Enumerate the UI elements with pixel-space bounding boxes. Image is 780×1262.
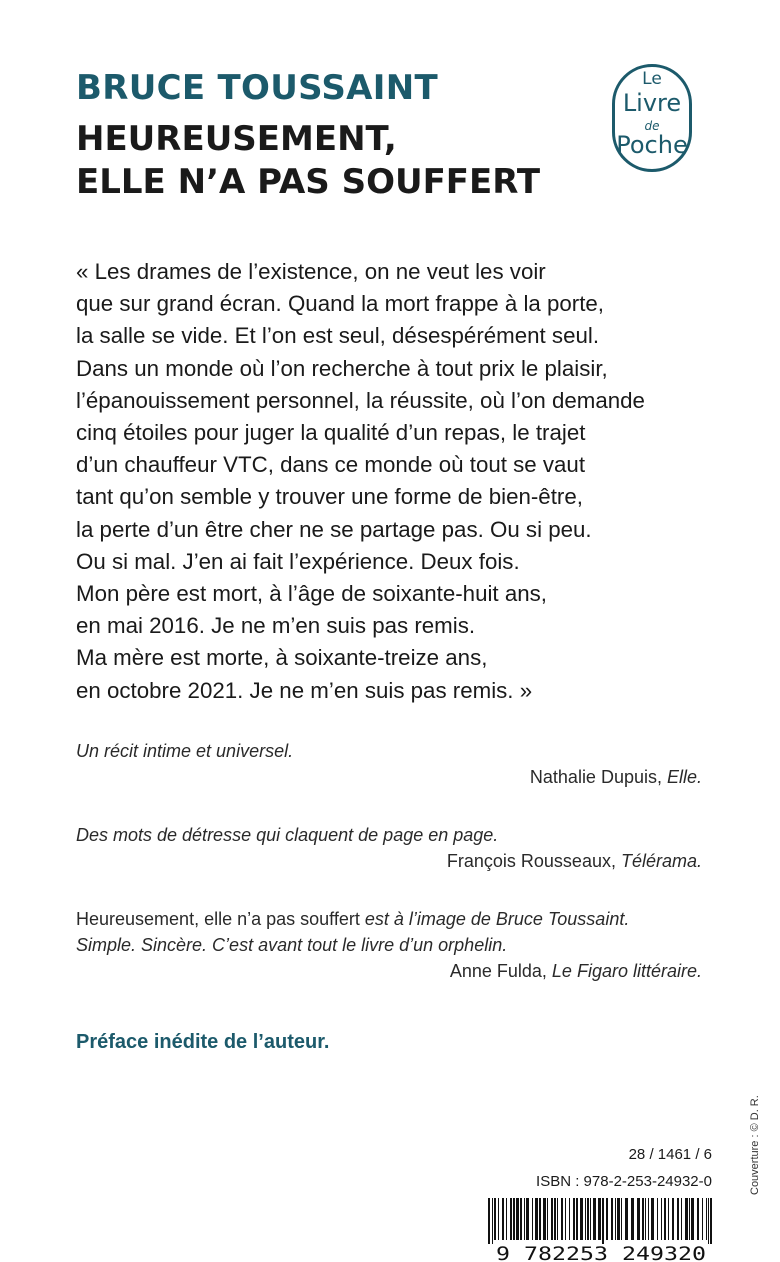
barcode-bar [681,1198,682,1240]
quote-line: d’un chauffeur VTC, dans ce monde où tout se vaut [76,452,586,478]
barcode-bar [697,1198,699,1240]
barcode-bar [664,1198,666,1240]
barcode-bar [513,1198,515,1240]
barcode-bar [492,1198,493,1244]
logo-text-de: de [644,119,660,133]
quote-line: cinq étoiles pour juger la qualité d’un repas, le trajet [76,420,586,446]
barcode-bar [551,1198,553,1240]
barcode-bar [587,1198,589,1240]
barcode-bar [602,1198,604,1244]
barcode-bar [573,1198,575,1240]
review-author: François Rousseaux, [446,851,621,871]
review-text [76,906,702,932]
review-author: Anne Fulda, [449,961,552,981]
quote-line: en octobre 2021. Je ne m’en suis pas remis. » [76,677,533,703]
cover-credit-text: Couverture : © D. R. [749,1095,761,1195]
barcode-bar [631,1198,634,1240]
barcode-bar [580,1198,583,1240]
barcode-bar [672,1198,674,1240]
barcode-bar [706,1198,707,1240]
review-source: Le Figaro littéraire. [551,961,702,981]
barcode-bar [648,1198,649,1240]
barcode-bar [585,1198,586,1240]
quote-line: tant qu’on semble y trouver une forme de bien-être, [76,484,583,510]
barcode-bar [617,1198,620,1240]
review-author: Nathalie Dupuis, [529,767,667,787]
review-2 [76,822,702,874]
quote-line: que sur grand écran. Quand la mort frappe à la porte, [76,291,605,317]
quote-line: Ma mère est morte, à soixante-treize ans, [76,645,488,671]
barcode-bar [668,1198,669,1240]
title-line-2: ELLE N’A PAS SOUFFERT [76,162,541,202]
barcode-bar [708,1198,709,1244]
review-text-line2: Simple. Sincère. C’est avant tout le livre d’un orphelin. [76,935,508,955]
barcode-bar [661,1198,662,1240]
logo-text-le: Le [642,69,662,89]
quote-line: Mon père est mort, à l’âge de soixante-huit ans, [76,581,547,607]
review-text: Un récit intime et universel. [76,741,294,761]
barcode-bar [532,1198,533,1240]
review-1 [76,738,702,790]
barcode-bar [498,1198,499,1240]
barcode-bar [494,1198,496,1240]
logo-text-livre: Livre [622,89,682,117]
barcode-bar [642,1198,644,1240]
barcode-bar [569,1198,570,1240]
barcode-bar [510,1198,512,1240]
logo-text-poche: Poche [616,131,688,159]
catalog-reference: 28 / 1461 / 6 [628,1146,712,1163]
barcode-bar [621,1198,622,1240]
book-author: BRUCE TOUSSAINT [76,68,438,108]
cover-credit [749,1075,771,1195]
barcode-bar [520,1198,522,1240]
quote-line: « Les drames de l’existence, on ne veut les voir [76,259,546,284]
barcode-bar [615,1198,616,1240]
barcode-bar [502,1198,504,1240]
barcode-bar [524,1198,525,1240]
barcode-bar [685,1198,688,1240]
barcode-bar [506,1198,507,1240]
review-attribution [76,848,702,874]
barcode-bar [657,1198,658,1240]
barcode-bar [539,1198,541,1240]
barcode-digits: 9 782253 249320 [496,1243,706,1262]
barcode-bar [535,1198,538,1240]
quote-line: la salle se vide. Et l’on est seul, désespérément seul. [76,323,600,349]
barcode-bar [565,1198,566,1240]
barcode-bar [557,1198,558,1240]
book-title [76,118,540,204]
barcode-bar [593,1198,596,1240]
publisher-logo [612,64,692,172]
barcode-bar [651,1198,654,1240]
barcode-bar [611,1198,613,1240]
title-line-1: HEUREUSEMENT, [76,119,397,159]
barcode-bar [606,1198,608,1240]
review-attribution [76,958,702,984]
barcode-bar [702,1198,703,1240]
quote-line: en mai 2016. Je ne m’en suis pas remis. [76,613,476,639]
barcode-bar [576,1198,578,1240]
barcode-bar [689,1198,690,1240]
quote-line: Ou si mal. J’en ai fait l’expérience. Deux fois. [76,548,520,574]
barcode-bar [691,1198,694,1240]
barcode-bars [488,1198,712,1244]
barcode-bar [677,1198,679,1240]
barcode-bar [561,1198,563,1240]
review-text: Des mots de détresse qui claquent de page en page. [76,825,499,845]
review-attribution [76,764,702,790]
press-reviews [76,738,702,984]
barcode-bar [590,1198,591,1240]
barcode-bar [547,1198,548,1240]
barcode-bar [488,1198,490,1244]
barcode-bar [625,1198,628,1240]
barcode-bar [543,1198,546,1240]
isbn: ISBN : 978-2-253-24932-0 [536,1173,712,1190]
barcode-bar [710,1198,712,1244]
catalog-info [536,1141,712,1195]
review-source: Télérama. [620,851,702,871]
review-text-italic: est à l’image de Bruce Toussaint. [359,909,630,929]
review-book-title: Heureusement, elle n’a pas souffert [76,909,360,929]
barcode-bar [554,1198,556,1240]
barcode-bar [526,1198,529,1240]
quote-line: l’épanouissement personnel, la réussite, où l’on demande [76,387,645,413]
back-cover-quote [76,256,736,707]
barcode-bar [637,1198,640,1240]
quote-line: Dans un monde où l’on recherche à tout prix le plaisir, [76,355,608,381]
barcode-bar [645,1198,646,1240]
preface-note: Préface inédite de l’auteur. [76,1031,330,1053]
review-source: Elle. [666,767,702,787]
review-3 [76,906,702,984]
quote-line: la perte d’un être cher ne se partage pas. Ou si peu. [76,516,592,542]
barcode-bar [598,1198,601,1240]
isbn-barcode [488,1198,714,1262]
barcode-bar [516,1198,519,1240]
